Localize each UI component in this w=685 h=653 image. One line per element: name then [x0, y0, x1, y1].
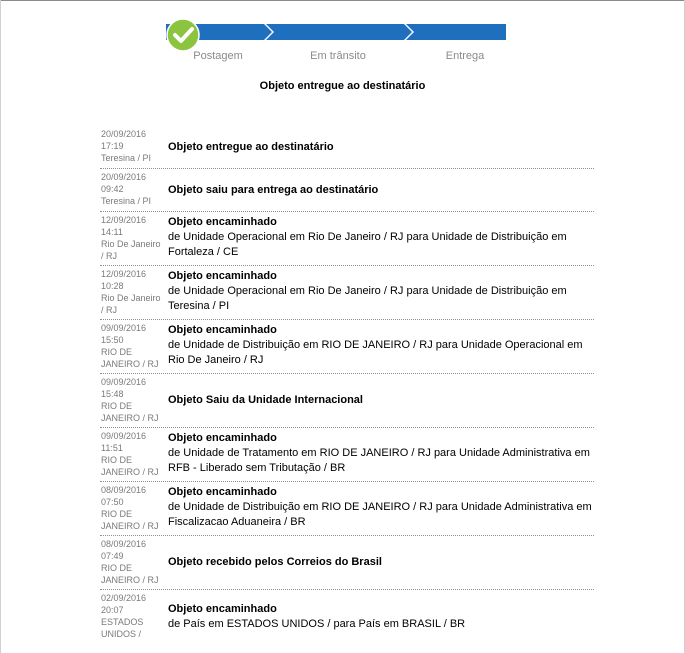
event-description	[163, 212, 594, 265]
event-location: RIO DE JANEIRO / RJ	[101, 347, 159, 369]
event-detail: de País em ESTADOS UNIDOS / para País em BRASIL / BR	[168, 618, 466, 630]
event-location: ESTADOS UNIDOS /	[101, 617, 144, 639]
event-meta	[100, 428, 163, 481]
event-description	[163, 169, 594, 211]
event-date: 02/09/2016	[101, 593, 147, 603]
event-time: 14:11	[101, 227, 123, 237]
tracking-event-row	[100, 536, 594, 590]
event-title: Objeto encaminhado	[168, 216, 277, 228]
event-meta	[100, 590, 163, 650]
event-time: 07:49	[101, 551, 124, 561]
event-meta	[100, 482, 163, 535]
event-date: 20/09/2016	[101, 129, 147, 139]
event-date: 08/09/2016	[101, 539, 147, 549]
event-meta	[100, 536, 163, 589]
event-location: Rio De Janeiro / RJ	[101, 293, 161, 315]
event-detail: de Unidade Operacional em Rio De Janeiro / RJ para Unidade de Distribuição em Teresina / PI	[168, 285, 567, 312]
tracking-event-row	[100, 169, 594, 212]
event-time: 07:50	[101, 497, 124, 507]
event-description	[163, 590, 594, 650]
step-label-em-transito: Em trânsito	[310, 50, 366, 62]
event-description	[163, 536, 594, 589]
event-detail: de Unidade de Distribuição em RIO DE JANEIRO / RJ para Unidade Operacional em Rio De Janeiro / RJ	[168, 339, 583, 366]
event-date: 09/09/2016	[101, 431, 147, 441]
event-detail: de Unidade de Distribuição em RIO DE JANEIRO / RJ para Unidade Administrativa em Fiscalizacao Aduaneira / BR	[168, 501, 592, 528]
event-location: Teresina / PI	[101, 196, 152, 206]
event-meta	[100, 169, 163, 211]
event-location: RIO DE JANEIRO / RJ	[101, 455, 159, 477]
event-location: RIO DE JANEIRO / RJ	[101, 401, 159, 423]
event-time: 09:42	[101, 184, 124, 194]
tracking-event-row	[100, 266, 594, 320]
window-top-border	[0, 0, 685, 1]
tracking-event-row	[100, 374, 594, 428]
event-time: 15:48	[101, 389, 124, 399]
event-time: 20:07	[101, 605, 124, 615]
delivered-check-icon	[166, 18, 200, 52]
event-title: Objeto Saiu da Unidade Internacional	[168, 394, 363, 406]
event-description	[163, 126, 594, 168]
event-detail: de Unidade de Tratamento em RIO DE JANEIRO / RJ para Unidade Administrativa em RFB - Liberado sem Tributação / BR	[168, 447, 590, 474]
event-title: Objeto encaminhado	[168, 270, 277, 282]
event-meta	[100, 374, 163, 427]
tracking-event-row	[100, 590, 594, 650]
event-description	[163, 374, 594, 427]
event-date: 12/09/2016	[101, 215, 147, 225]
step-label-postagem: Postagem	[193, 50, 243, 62]
event-meta	[100, 320, 163, 373]
event-description	[163, 320, 594, 373]
progress-arrows	[166, 18, 522, 48]
progress-step-em-transito	[266, 24, 412, 40]
window-left-border	[0, 0, 1, 653]
event-description	[163, 428, 594, 481]
event-time: 10:28	[101, 281, 124, 291]
event-title: Objeto entregue ao destinatário	[168, 140, 334, 153]
tracking-event-row	[100, 320, 594, 374]
event-time: 11:51	[101, 443, 123, 453]
event-detail: de Unidade Operacional em Rio De Janeiro / RJ para Unidade de Distribuição em Fortaleza / CE	[168, 231, 567, 258]
event-location: Teresina / PI	[101, 153, 152, 163]
event-title: Objeto encaminhado	[168, 603, 277, 615]
event-location: RIO DE JANEIRO / RJ	[101, 563, 159, 585]
event-date: 12/09/2016	[101, 269, 147, 279]
tracking-event-row	[100, 212, 594, 266]
event-meta	[100, 266, 163, 319]
event-meta	[100, 126, 163, 168]
event-location: RIO DE JANEIRO / RJ	[101, 509, 159, 531]
event-title: Objeto saiu para entrega ao destinatário	[168, 183, 379, 196]
tracking-progress-bar	[166, 18, 522, 66]
event-time: 15:50	[101, 335, 124, 345]
tracking-event-row	[100, 482, 594, 536]
event-meta	[100, 212, 163, 265]
event-title: Objeto recebido pelos Correios do Brasil	[168, 556, 382, 568]
event-location: Rio De Janeiro / RJ	[101, 239, 161, 261]
event-description	[163, 482, 594, 535]
step-label-entrega: Entrega	[445, 50, 485, 62]
event-time: 17:19	[101, 141, 124, 151]
event-date: 09/09/2016	[101, 377, 147, 387]
event-title: Objeto encaminhado	[168, 486, 277, 498]
tracking-events-list	[100, 126, 594, 650]
event-description	[163, 266, 594, 319]
tracking-event-row	[100, 126, 594, 169]
event-title: Objeto encaminhado	[168, 432, 277, 444]
current-status-title: Objeto entregue ao destinatário	[259, 80, 426, 92]
event-date: 08/09/2016	[101, 485, 147, 495]
tracking-event-row	[100, 428, 594, 482]
event-date: 20/09/2016	[101, 172, 147, 182]
event-title: Objeto encaminhado	[168, 324, 277, 336]
progress-step-entrega	[406, 24, 506, 40]
event-date: 09/09/2016	[101, 323, 147, 333]
